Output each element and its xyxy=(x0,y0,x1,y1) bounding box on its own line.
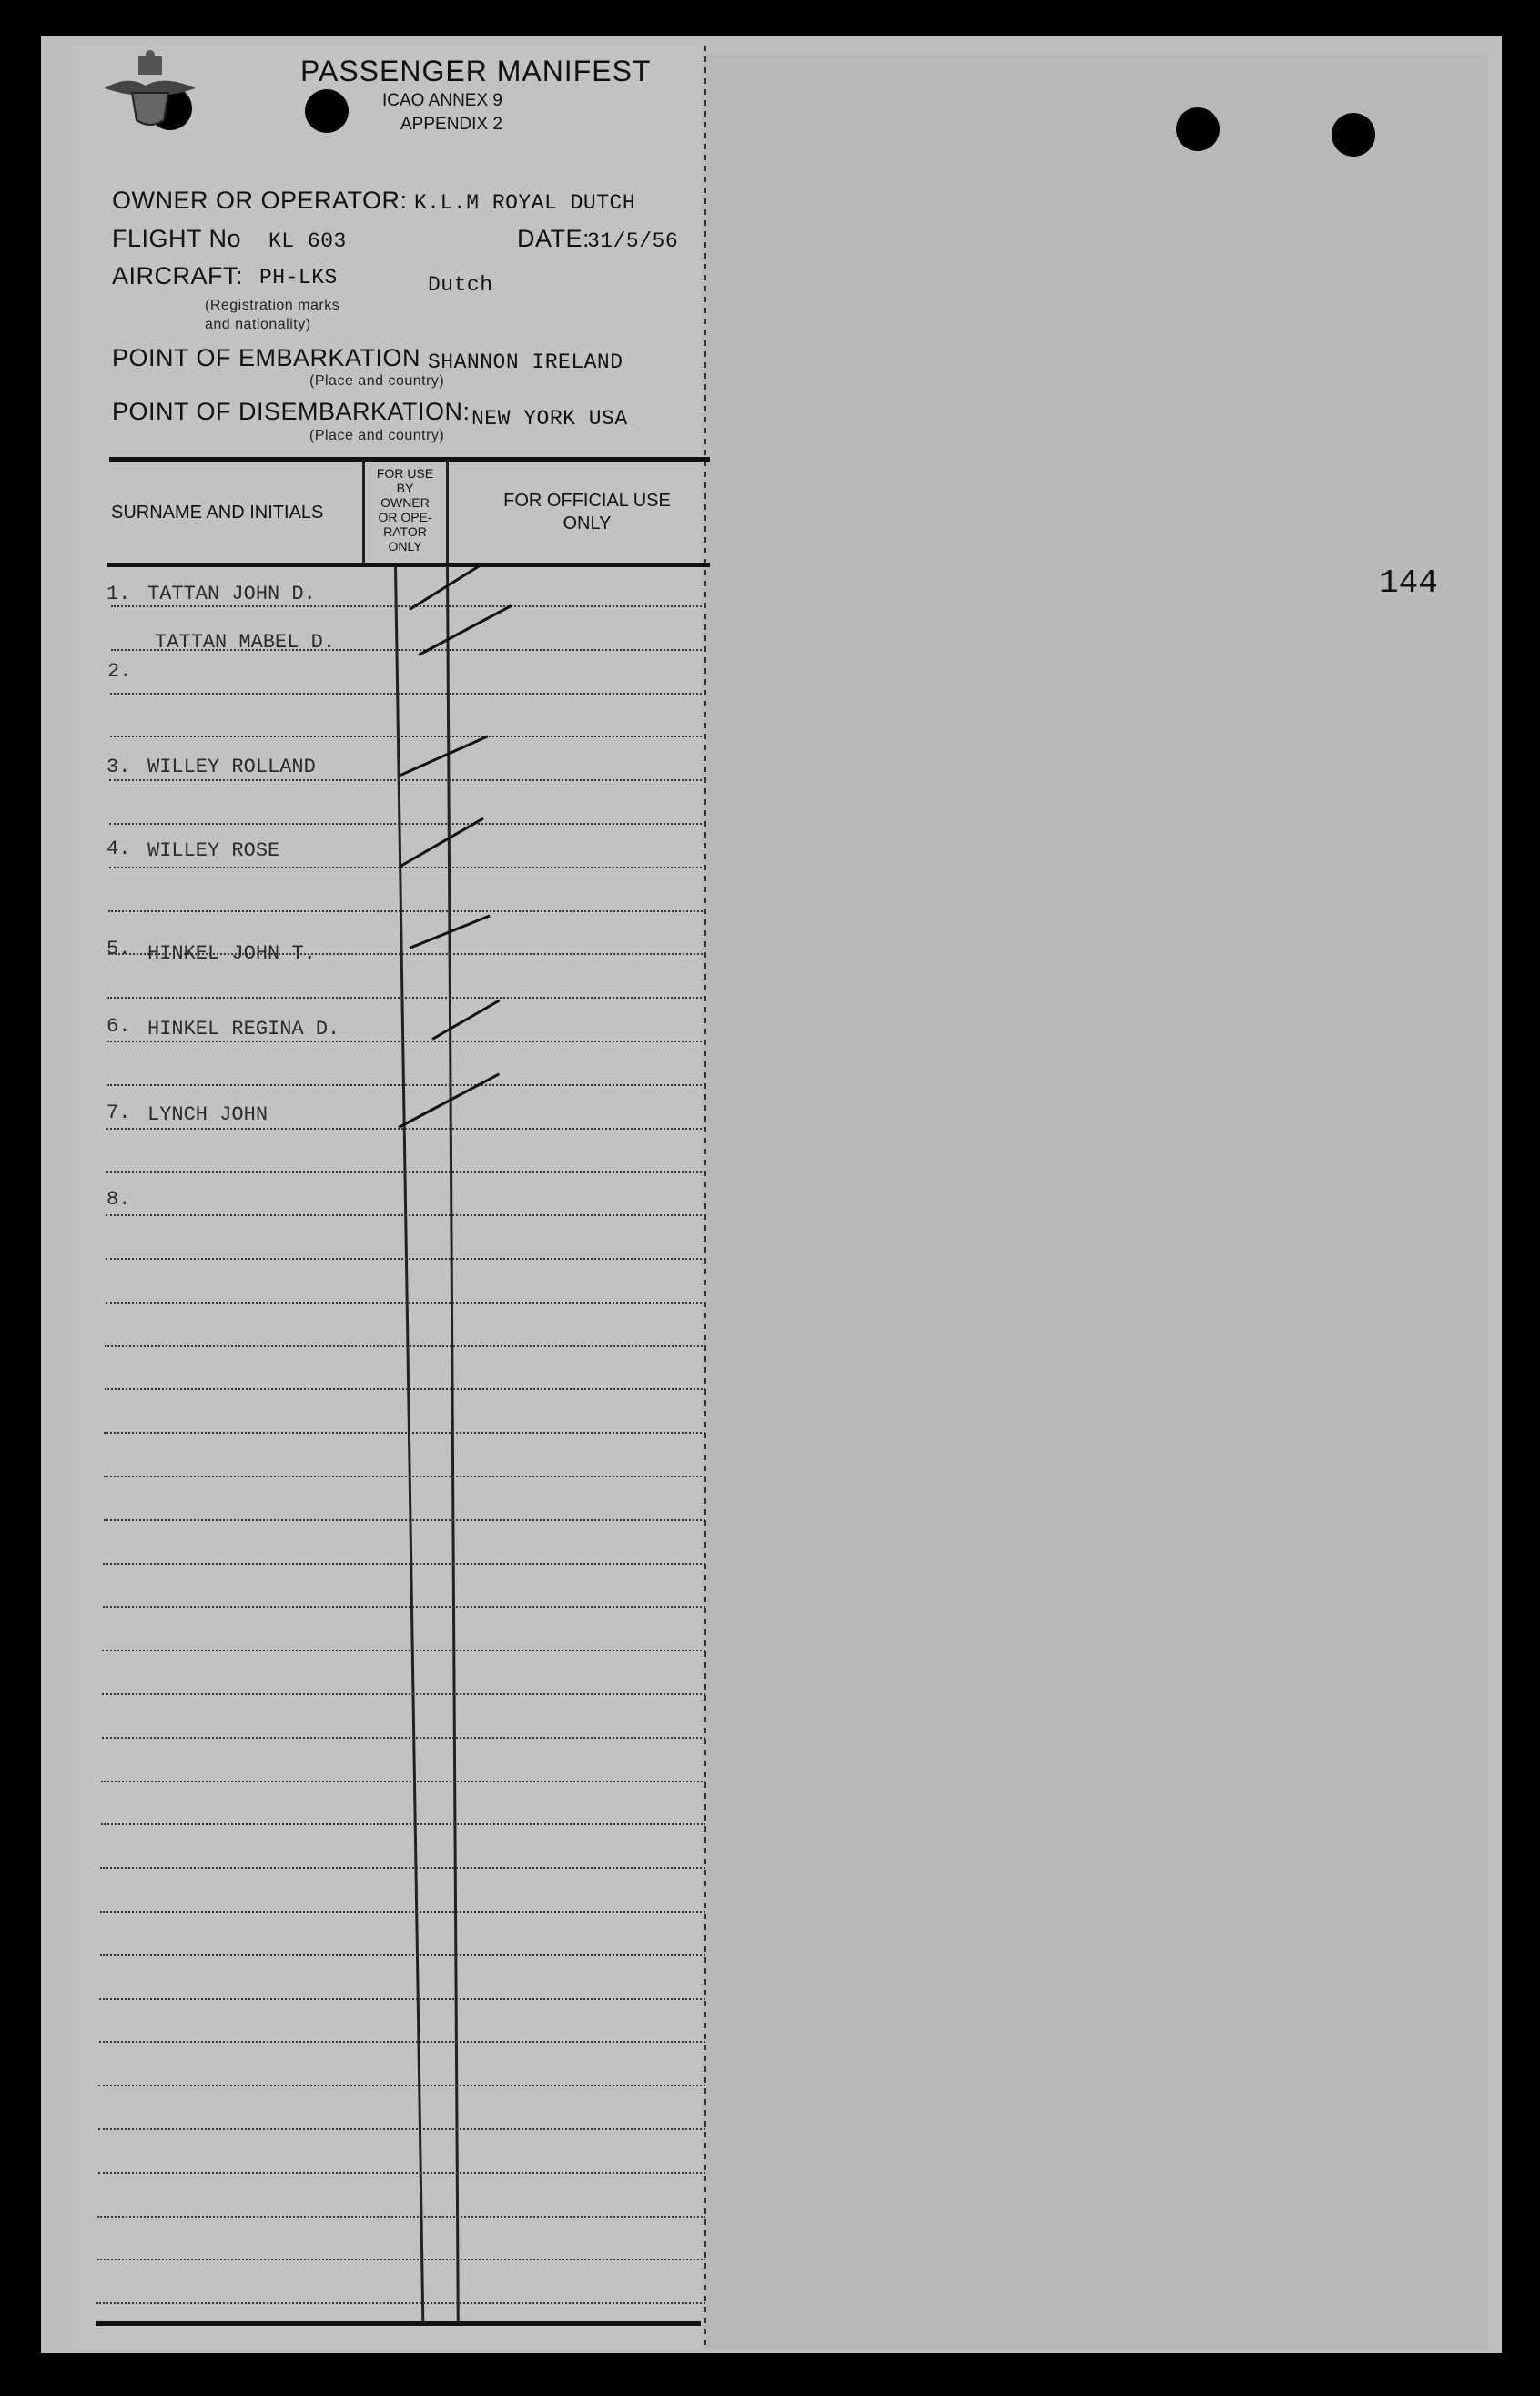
aircraft-value: PH-LKS xyxy=(259,266,338,289)
passenger-number: 7. xyxy=(106,1102,131,1124)
passenger-name: WILLEY ROSE xyxy=(147,839,280,862)
header-col-separator-2 xyxy=(446,460,449,564)
aircraft-note-1: (Registration marks xyxy=(205,298,340,313)
ruled-line xyxy=(111,605,705,607)
ruled-line xyxy=(99,1998,705,2000)
header-rule-top xyxy=(109,457,710,462)
ruled-line xyxy=(98,2085,705,2086)
header-rule-bottom xyxy=(107,563,710,567)
embarkation-note: (Place and country) xyxy=(309,373,445,389)
ruled-line xyxy=(105,1388,705,1390)
date-label: DATE: xyxy=(517,225,591,252)
ruled-line xyxy=(107,1041,705,1042)
passenger-name: HINKEL REGINA D. xyxy=(147,1018,340,1041)
owner-label: OWNER OR OPERATOR: xyxy=(112,187,408,214)
ruled-line xyxy=(109,823,705,825)
passenger-number: 5. xyxy=(106,938,131,960)
ruled-line xyxy=(106,1214,705,1216)
aircraft-note-2: and nationality) xyxy=(205,317,311,332)
ruled-line xyxy=(110,693,705,695)
passenger-name: LYNCH JOHN xyxy=(147,1103,268,1126)
ruled-line xyxy=(99,2041,705,2043)
fold-line xyxy=(704,46,706,2349)
column-header-official-line-2: ONLY xyxy=(562,513,612,533)
ruled-line xyxy=(106,1128,705,1130)
disembarkation-label: POINT OF DISEMBARKATION: xyxy=(112,398,471,425)
column-header-operator-line: OR OPE- xyxy=(378,510,432,524)
passenger-name: TATTAN MABEL D. xyxy=(155,631,336,654)
manifest-right-page xyxy=(705,55,1488,2349)
date-value: 31/5/56 xyxy=(587,229,679,253)
passenger-number: 2. xyxy=(107,660,132,683)
ruled-line xyxy=(97,2216,705,2218)
ruled-line xyxy=(106,1258,705,1260)
bottom-rule xyxy=(96,2321,701,2326)
header-col-separator-1 xyxy=(362,460,365,564)
ruled-line xyxy=(110,736,705,737)
punch-hole-4 xyxy=(1332,113,1375,157)
ruled-line xyxy=(102,1693,705,1695)
flight-label: FLIGHT No xyxy=(112,225,242,252)
column-header-operator-use xyxy=(364,466,446,553)
embarkation-label: POINT OF EMBARKATION xyxy=(112,344,421,371)
ruled-line xyxy=(108,910,705,912)
passenger-number: 8. xyxy=(106,1188,131,1211)
passenger-number: 4. xyxy=(106,838,131,860)
column-header-operator-line: ONLY xyxy=(388,539,422,553)
embarkation-value: SHANNON IRELAND xyxy=(428,350,623,374)
ruled-line xyxy=(103,1606,705,1608)
column-header-operator-line: BY xyxy=(396,481,414,495)
ruled-line xyxy=(100,1867,705,1869)
passenger-name: TATTAN JOHN D. xyxy=(147,583,316,605)
flight-value: KL 603 xyxy=(268,229,347,253)
ruled-line xyxy=(98,2128,705,2130)
owner-value: K.L.M ROYAL DUTCH xyxy=(414,191,636,215)
aircraft-nationality: Dutch xyxy=(428,273,493,297)
aircraft-label: AIRCRAFT: xyxy=(112,262,244,289)
ruled-line xyxy=(104,1519,705,1521)
ruled-line xyxy=(97,2259,705,2260)
manifest-paper xyxy=(41,36,1502,2353)
column-header-operator-line: OWNER xyxy=(380,495,430,510)
passenger-number: 3. xyxy=(106,756,131,778)
ruled-line xyxy=(107,1084,705,1086)
ruled-line xyxy=(101,1823,705,1825)
column-header-surname: SURNAME AND INITIALS xyxy=(111,503,324,523)
passenger-name: WILLEY ROLLAND xyxy=(147,756,316,778)
ruled-line xyxy=(102,1650,705,1651)
ruled-line xyxy=(109,867,705,868)
passenger-number: 1. xyxy=(106,583,131,605)
ruled-line xyxy=(104,1432,705,1434)
disembarkation-value: NEW YORK USA xyxy=(471,407,628,431)
ruled-line xyxy=(100,1911,705,1913)
page-number: 144 xyxy=(1379,564,1438,602)
ruled-line xyxy=(107,997,705,999)
manifest-left-page xyxy=(73,46,701,2349)
ruled-line xyxy=(98,2172,705,2174)
form-subtitle-annex: ICAO ANNEX 9 xyxy=(382,91,502,110)
ruled-line xyxy=(101,1781,705,1782)
form-subtitle-appendix: APPENDIX 2 xyxy=(400,115,502,134)
ruled-line xyxy=(106,1302,705,1304)
passenger-name: HINKEL JOHN T. xyxy=(147,942,316,965)
punch-hole-2 xyxy=(305,89,349,133)
ruled-line xyxy=(105,1345,705,1347)
ruled-line xyxy=(106,1171,705,1173)
ruled-line xyxy=(102,1737,705,1739)
disembarkation-note: (Place and country) xyxy=(309,428,445,443)
column-header-official-use xyxy=(473,490,701,535)
klm-crown-logo-icon xyxy=(100,47,200,129)
form-title: PASSENGER MANIFEST xyxy=(300,55,652,87)
column-header-operator-line: RATOR xyxy=(383,524,427,539)
passenger-number: 6. xyxy=(106,1015,131,1038)
ruled-line xyxy=(100,1954,705,1956)
ruled-line xyxy=(96,2302,705,2304)
ruled-line xyxy=(109,779,705,781)
column-header-official-line-1: FOR OFFICIAL USE xyxy=(503,491,671,511)
ruled-line xyxy=(103,1563,705,1565)
ruled-line xyxy=(104,1476,705,1477)
column-header-operator-line: FOR USE xyxy=(376,466,434,481)
punch-hole-3 xyxy=(1176,107,1220,151)
